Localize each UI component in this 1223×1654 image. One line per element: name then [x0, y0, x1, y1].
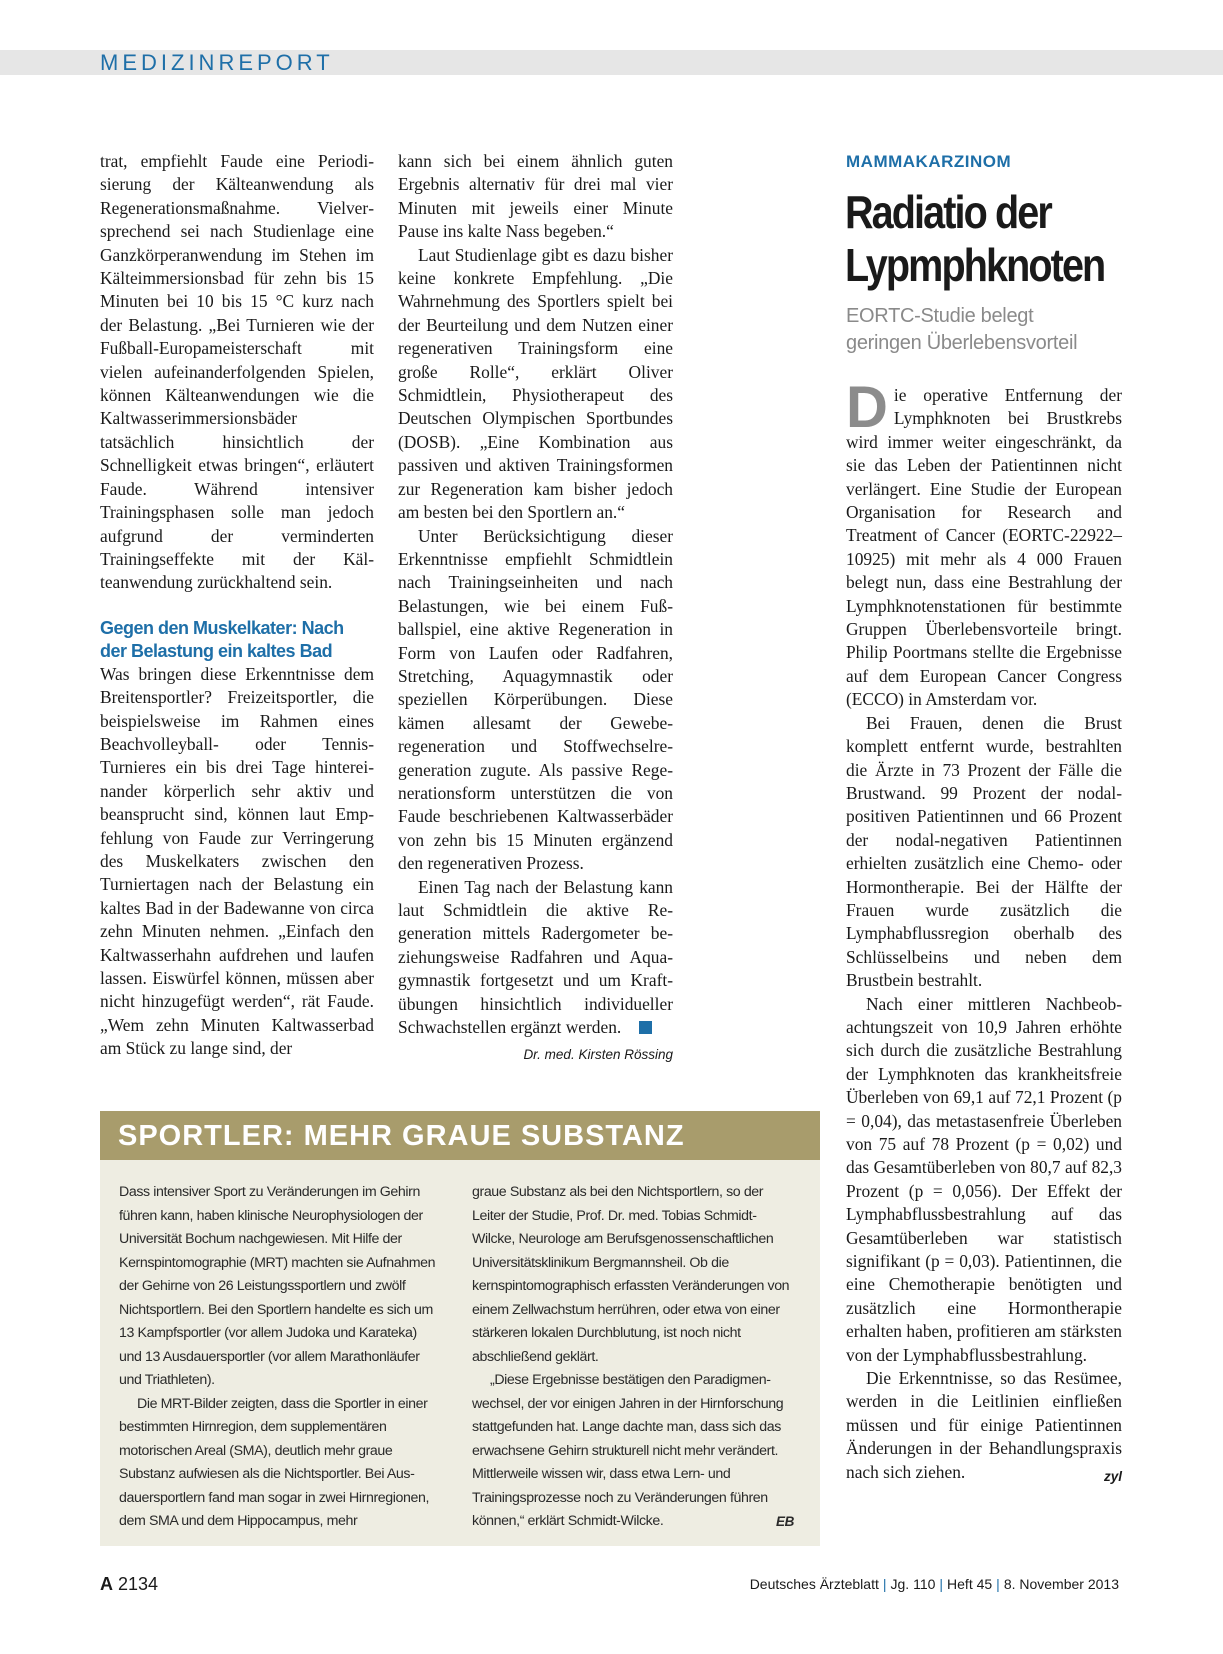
- info-box-column-2: [472, 1181, 794, 1534]
- separator: |: [996, 1576, 1000, 1592]
- end-of-article-mark: [639, 1021, 652, 1034]
- paragraph-text: Die Erkenntnisse, so das Resümee, werden in die Leitlinien einfließen müssen und für einige Patientinnen Änderungen in der Behandlungspraxis nach sich ziehen.: [846, 1368, 1122, 1482]
- paragraph-text: ie operative Entfernung der Lymphknoten bei Brustkrebs wird immer weiter eingeschränkt, da sie das Leben der Patientinnen nicht verlängert. Eine Studie der European Organisation for Research and Treatment of Cancer (EORTC-22922–10925) mit mehr als 4 000 Frauen belegt nun, dass eine Bestrahlung der Lymphknotenstationen für bestimmte Gruppen Überlebensvorteile bringt. Philip Poortmans stellte die Ergebnisse auf dem European Cancer Congress (ECCO) in Amsterdam vor.: [846, 385, 1122, 710]
- drop-cap: D: [846, 375, 888, 440]
- subheading: Gegen den Muskelkater: Nach der Belastung ein kaltes Bad: [100, 617, 344, 661]
- journal-date: 8. November 2013: [1003, 1576, 1119, 1592]
- info-box: [100, 1111, 820, 1546]
- paragraph: Dass intensiver Sport zu Veränderungen im Gehirn führen kann, haben klinische Neurophysiologen der Universität Bochum nachgewiesen. Mit Hilfe der Kernspintomographie (MRT) machten sie Aufnahmen der Gehirne von 26 Leistungssportlern und zwölf Nichtsportlern. Bei den Sportlern handelte es sich um 13 Kampfsportler (vor allem Judoka und Karateka) und 13 Ausdauersportler (vor allem Marathonläufer und Triathleten).: [119, 1184, 436, 1388]
- author-signature: zyl: [1103, 1468, 1122, 1484]
- page-number: [100, 1574, 158, 1595]
- journal-issue: Heft 45: [947, 1576, 993, 1592]
- info-box-title: SPORTLER: MEHR GRAUE SUBSTANZ: [118, 1120, 685, 1152]
- article-headline: [845, 186, 1103, 292]
- paragraph: Bei Frauen, denen die Brust komplett entfernt wurde, bestrahlten die Ärzte in 73 Prozent der Fälle die Brustwand. 99 Prozent der nodal-positiven Patientinnen und 66 Prozent der nodal-negativen Patientinnen erhielten zusätzlich eine Chemo- oder Hormontherapie. Bei der Hälfte der Frauen wurde zusätzlich die Lymphabflussregion oberhalb des Schlüsselbeins und neben dem Brustbein bestrahlt.: [846, 712, 1122, 991]
- page-prefix: A: [100, 1574, 113, 1594]
- separator: |: [882, 1576, 887, 1592]
- paragraph-last: [398, 876, 673, 1040]
- page-number-value: 2134: [118, 1574, 159, 1594]
- paragraph: Was bringen diese Erkenntnisse dem Breitensportler? Freizeitsportler, die beispielsweise im Rahmen eines Beachvolleyball- oder Tennis-Turnieres ein bis drei Tage hintereinander körperlich sehr aktiv und beansprucht sind, können laut Empfehlung von Faude zur Verringerung des Muskelkaters zwischen den Turniertagen nach der Belastung ein kaltes Bad in der Badewanne von circa zehn Minuten nehmen. „Einfach den Kaltwasserhahn aufdrehen und laufen lassen. Eiswürfel können, müssen aber nicht hinzugefügt werden“, rät Faude. „Wem zehn Minuten Kaltwasserbad am Stück zu lange sind, der: [100, 663, 374, 1059]
- info-box-column-1: [119, 1181, 441, 1534]
- paragraph-last: [846, 1367, 1122, 1484]
- article-column-2: [398, 150, 673, 1067]
- paragraph: graue Substanz als bei den Nichtsportlern, so der Leiter der Studie, Prof. Dr. med. Tobias Schmidt-Wilcke, Neurologe am Berufsgenossenschaftlichen Universitätsklinikum Bergmannsheil. Ob die kernspintomographisch erfassten Veränderungen von einem Zellwachstum herrühren, oder etwa von einer stärkeren lokalen Durchblutung, ist noch nicht abschließend geklärt.: [472, 1184, 790, 1365]
- article-kicker: MAMMAKARZINOM: [846, 152, 1012, 171]
- deck-line: geringen Überlebensvorteil: [846, 332, 1078, 354]
- paragraph-text: „Diese Ergebnisse bestätigen den Paradigmenwechsel, der vor einigen Jahren in der Hirnforschung stattgefunden hat. Lange dachte man, dass sich das erwachsene Gehirn strukturell nicht mehr verändert. Mittlerweile wissen wir, dass etwa Lern- und Trainingsprozesse noch zu Veränderungen führen können,“ erklärt Schmidt-Wilcke.: [472, 1372, 784, 1529]
- paragraph: Laut Studienlage gibt es dazu bisher keine konkrete Empfehlung. „Die Wahrnehmung des Sportlers spielt bei der Beurteilung und dem Nutzen einer regenerativen Trainingsform eine große Rolle“, erklärt Oliver Schmidtlein, Physiotherapeut des Deutschen Olympischen Sportbundes (DOSB). „Eine Kombination aus passiven und aktiven Trainingsformen zur Regeneration kam bisher jedoch am besten bei den Sportlern an.“: [398, 244, 673, 523]
- article-deck: [846, 303, 1146, 357]
- deck-line: EORTC-Studie belegt: [846, 305, 1034, 327]
- separator: |: [939, 1576, 944, 1592]
- paragraph: trat, empfiehlt Faude eine Periodisierung der Kälteanwendung als Regenerationsmaßnahme. Vielversprechend sei nach Studienlage eine Ganzkörperanwendung im Stehen im Kälteimmersionsbad für zehn bis 15 Minuten bei 10 bis 15 °C kurz nach der Belastung. „Bei Turnieren wie der Fußball-Europameisterschaft mit vielen aufeinanderfolgenden Spielen, können Kälteanwendungen wie die Kaltwasserimmersionsbäder tatsächlich hinsichtlich der Schnelligkeit etwas bringen“, erläutert Faude. Während intensiver Trainingsphasen solle man jedoch aufgrund der verminderten Trainingseffekte mit der Kälteanwendung zurückhaltend sein.: [100, 151, 374, 593]
- info-box-header: [100, 1111, 820, 1160]
- article-column-3: [846, 375, 1122, 1488]
- journal-footer: [750, 1576, 1119, 1592]
- paragraph: Unter Berücksichtigung dieser Erkenntnisse empfiehlt Schmidtlein nach Trainingseinheiten und nach Belastungen, wie bei einem Fußballspiel, eine aktive Regeneration in Form von Laufen oder Radfahren, Stretching, Aquagymnastik oder speziellen Körperübungen. Diese kämen allesamt der Geweberegeneration und Stoffwechselregeneration zugute. Als passive Regenerationsform unterstützen die von Faude beschriebenen Kaltwasserbäder von zehn bis 15 Minuten ergänzend den regenerativen Prozess.: [398, 525, 673, 874]
- journal-name: Deutsches Ärzteblatt: [749, 1576, 879, 1592]
- journal-volume: Jg. 110: [890, 1576, 936, 1592]
- paragraph: Nach einer mittleren Nachbeobachtungszeit von 10,9 Jahren erhöhte sich durch die zusätzliche Bestrahlung der Lymphknoten das krankheitsfreie Überleben von 69,1 auf 72,1 Prozent (p = 0,04), das metastasenfreie Überleben von 75 auf 78 Prozent (p = 0,02) und das Gesamtüberleben von 80,7 auf 82,3 Prozent (p = 0,056). Der Effekt der Lymphabflussbestrahlung auf das Gesamtüberleben war statistisch signifikant (p = 0,03). Patientinnen, die eine Chemotherapie benötigten und zusätzlich eine Hormontherapie erhalten haben, profitieren am stärksten von der Lymphabflussbestrahlung.: [846, 993, 1122, 1365]
- author-byline: Dr. med. Kirsten Rössing: [523, 1047, 673, 1063]
- headline-line: Radiatio der: [845, 186, 1051, 238]
- paragraph: Die MRT-Bilder zeigten, dass die Sportler in einer bestimmten Hirnregion, dem supplementären motorischen Areal (SMA), deutlich mehr graue Substanz aufwiesen als die Nichtsportler. Bei Ausdauersportlern fand man sogar in zwei Hirnregionen, dem SMA und dem Hippocampus, mehr: [119, 1395, 430, 1529]
- article-column-1: [100, 150, 374, 1061]
- paragraph-last: [472, 1369, 794, 1534]
- paragraph: kann sich bei einem ähnlich guten Ergebnis alternativ für drei mal vier Minuten mit jeweils einer Minute Pause ins kalte Nass begeben.“: [398, 151, 673, 242]
- headline-line: Lypmphknoten: [845, 239, 1105, 291]
- paragraph-with-dropcap: [846, 375, 1122, 712]
- section-label: MEDIZINREPORT: [100, 50, 334, 75]
- paragraph-text: Einen Tag nach der Belastung kann laut Schmidtlein die aktive Regeneration mittels Radergometer beziehungsweise Radfahren und Aquagymnastik fortgesetzt und um Kraftübungen hinsichtlich individueller Schwachstellen ergänzt werden.: [398, 876, 673, 1038]
- info-box-signature: EB: [776, 1514, 794, 1529]
